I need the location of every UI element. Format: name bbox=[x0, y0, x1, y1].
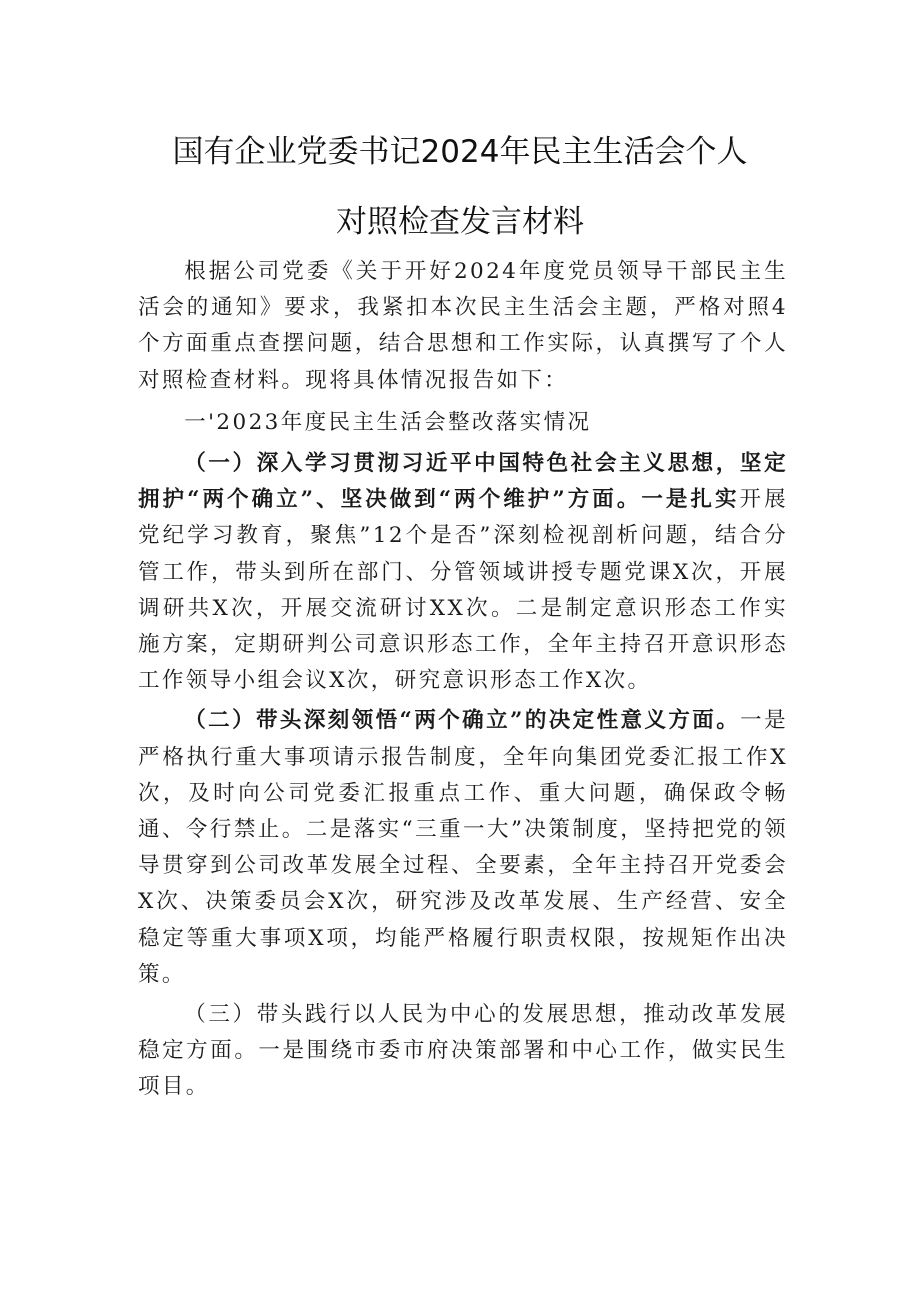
intro-paragraph: 根据公司党委《关于开好2024年度党员领导干部民主生活会的通知》要求，我紧扣本次民主生活会主题，严格对照4个方面重点查摆问题，结合思想和工作实际，认真撰写了个人对照检查材料。现将具体情况报告如下： bbox=[138, 259, 788, 393]
item-1-heading: （一）深入学习贯沏习近平中国特色社会主义思想，坚定拥护“两个确立”、坚决做到“两个维护”方面。一是扎实 bbox=[138, 451, 788, 513]
item-3-text: （三）带头践行以人民为中心的发展思想，推动改革发展稳定方面。一是围绕市委市府决策部署和中心工作，做实民生项目。 bbox=[138, 1002, 788, 1100]
document-title-line1: 国有企业党委书记2024年民主生活会个人 bbox=[172, 134, 748, 170]
item-2-heading: （二）带头深刻领悟“两个确立”的决定性意义方面。 bbox=[184, 708, 741, 734]
section-heading: 一'2023年度民主生活会整改落实情况 bbox=[184, 409, 592, 435]
paragraph-item-2 bbox=[138, 703, 788, 993]
paragraph-item-3 bbox=[138, 997, 788, 1106]
item-2-text: 一是严格执行重大事项请示报告制度，全年向集团党委汇报工作X次，及时向公司党委汇报重点工作、重大问题，确保政令畅通、令行禁止。二是落实“三重一大”决策制度，坚持把党的领导贯穿到公司改革发展全过程、全要素，全年主持召开党委会X次、决策委员会X次，研究涉及改革发展、生产经营、安全稳定等重大事项X项，均能严格履行职责权限，按规矩作出决策。 bbox=[138, 708, 788, 987]
paragraph-item-1 bbox=[138, 446, 788, 699]
document-body bbox=[138, 254, 788, 1106]
document-title-line2: 对照检查发言材料 bbox=[336, 204, 584, 240]
item-1-text: 开展党纪学习教育，聚焦”12个是否”深刻检视剖析问题，结合分管工作，带头到所在部门、分管领域讲授专题党课X次，开展调研共X次，开展交流研讨XX次。二是制定意识形态工作实施方案，定期研判公司意识形态工作，全年主持召开意识形态工作领导小组会议X次，研究意识形态工作X次。 bbox=[138, 487, 788, 694]
